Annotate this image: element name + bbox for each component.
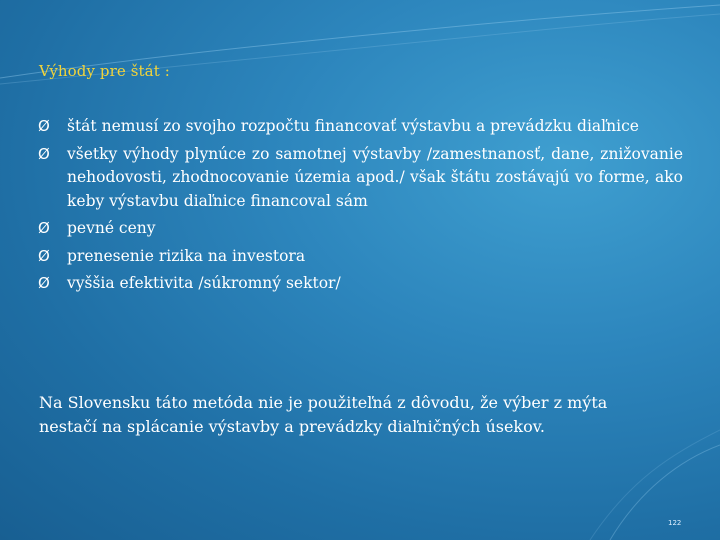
bullet-arrow-icon: Ø — [38, 144, 50, 163]
slide-title: Výhody pre štát : — [39, 62, 170, 80]
bullet-item — [38, 217, 683, 241]
bullet-item — [38, 272, 683, 296]
bullet-list — [38, 115, 683, 300]
bullet-text: všetky výhody plynúce zo samotnej výstavby /zamestnanosť, dane, znižovanie nehodovosti, zhodnocovanie územia apod./ však štátu zostávajú vo forme, ako keby výstavbu diaľnice financoval sám — [67, 144, 683, 210]
bullet-arrow-icon: Ø — [38, 117, 50, 135]
bullet-text: štát nemusí zo svojho rozpočtu financovať výstavbu a prevádzku diaľnice — [67, 117, 639, 135]
bullet-text: prenesenie rizika na investora — [67, 246, 306, 265]
bullet-arrow-icon: Ø — [38, 246, 50, 265]
conclusion-paragraph: Na Slovensku táto metóda nie je použiteľná z dôvodu, že výber z mýta nestačí na splácanie výstavby a prevádzky diaľničných úsekov. — [39, 393, 608, 436]
bullet-arrow-icon: Ø — [38, 274, 50, 292]
bullet-item — [38, 143, 683, 214]
bullet-item — [38, 115, 683, 139]
bullet-item — [38, 245, 683, 269]
page-number: 122 — [668, 519, 682, 527]
bullet-text: vyššia efektivita /súkromný sektor/ — [67, 274, 341, 292]
bullet-arrow-icon: Ø — [38, 219, 50, 237]
bullet-text: pevné ceny — [67, 219, 156, 237]
